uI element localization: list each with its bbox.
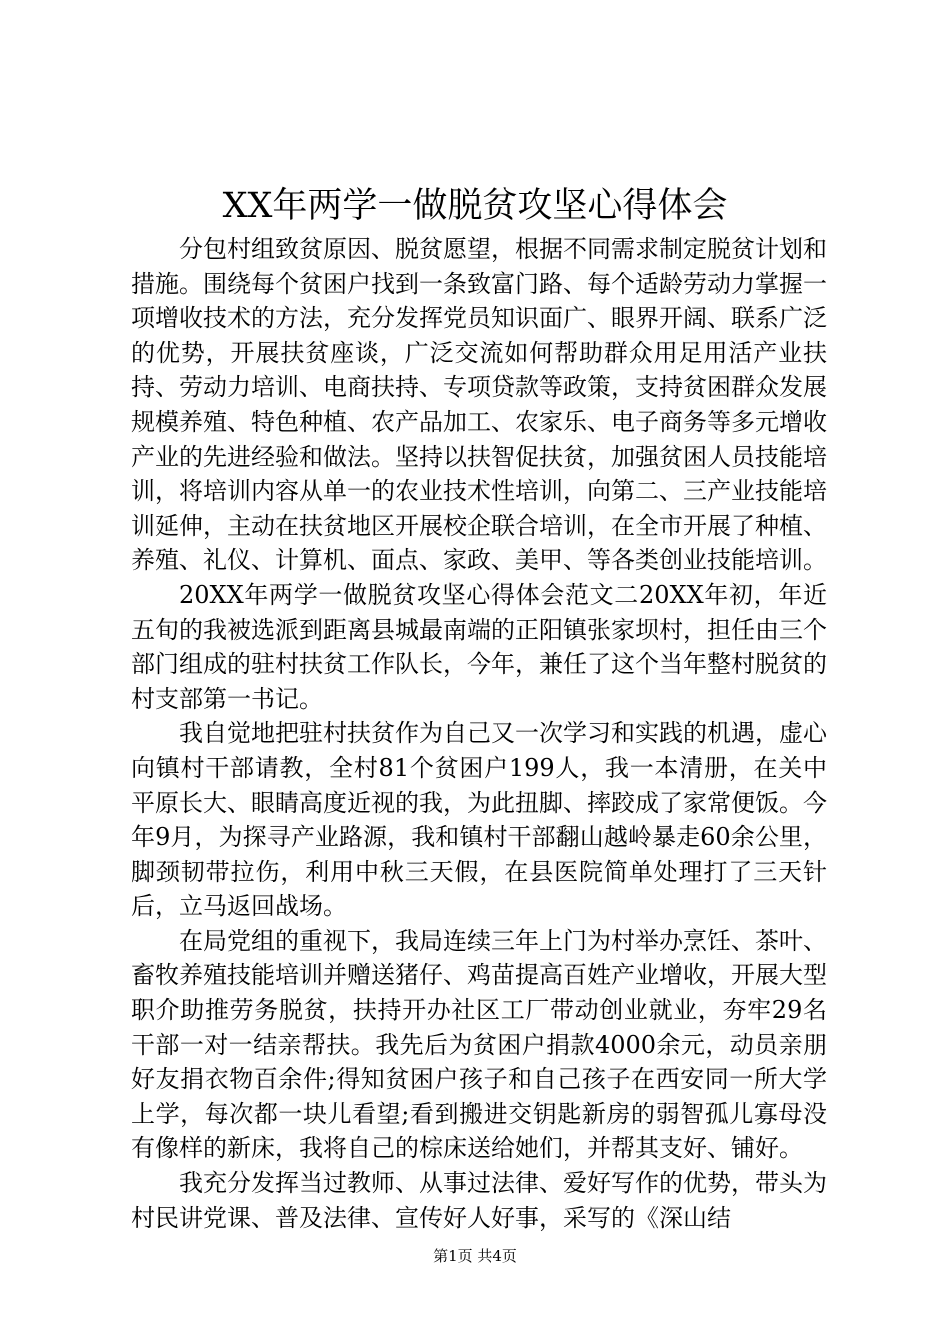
paragraph-5: 我充分发挥当过教师、从事过法律、爱好写作的优势，带头为村民讲党课、普及法律、宣传好人好事，采写的《深山结: [131, 1169, 827, 1232]
paragraph-1: 分包村组致贫原因、脱贫愿望，根据不同需求制定脱贫计划和措施。围绕每个贫困户找到一条致富门路、每个适龄劳动力掌握一项增收技术的方法，充分发挥党员知识面广、眼界开阔、联系广泛的优势，开展扶贫座谈，广泛交流如何帮助群众用足用活产业扶持、劳动力培训、电商扶持、专项贷款等政策，支持贫困群众发展规模养殖、特色种植、农产品加工、农家乐、电子商务等多元增收产业的先进经验和做法。坚持以扶智促扶贫，加强贫困人员技能培训，将培训内容从单一的农业技术性培训，向第二、三产业技能培训延伸，主动在扶贫地区开展校企联合培训，在全市开展了种植、养殖、礼仪、计算机、面点、家政、美甲、等各类创业技能培训。: [131, 235, 827, 575]
page-number-footer: 第1页 共4页: [433, 1247, 517, 1265]
document-title: XX年两学一做脱贫攻坚心得体会: [222, 186, 728, 226]
paragraph-4: 在局党组的重视下，我局连续三年上门为村举办烹饪、茶叶、畜牧养殖技能培训并赠送猪仔、鸡苗提高百姓产业增收，开展大型职介助推劳务脱贫，扶持开办社区工厂带动创业就业，夯牢29名干部一对一结亲帮扶。我先后为贫困户捐款4000余元，动员亲朋好友捐衣物百余件;得知贫困户孩子和自己孩子在西安同一所大学上学，每次都一块儿看望;看到搬进交钥匙新房的弱智孤儿寡母没有像样的新床，我将自己的棕床送给她们，并帮其支好、铺好。: [131, 926, 827, 1163]
paragraph-3: 我自觉地把驻村扶贫作为自己又一次学习和实践的机遇，虚心向镇村干部请教，全村81个贫困户199人，我一本清册，在关中平原长大、眼睛高度近视的我，为此扭脚、摔跤成了家常便饭。今年9月，为探寻产业路源，我和镇村干部翻山越岭暴走60余公里，脚颈韧带拉伤，利用中秋三天假，在县医院简单处理打了三天针后，立马返回战场。: [131, 719, 827, 921]
paragraph-2: 20XX年两学一做脱贫攻坚心得体会范文二20XX年初，年近五旬的我被选派到距离县城最南端的正阳镇张家坝村，担任由三个部门组成的驻村扶贫工作队长，今年，兼任了这个当年整村脱贫的村支部第一书记。: [131, 580, 827, 713]
document-body: [131, 232, 827, 1235]
